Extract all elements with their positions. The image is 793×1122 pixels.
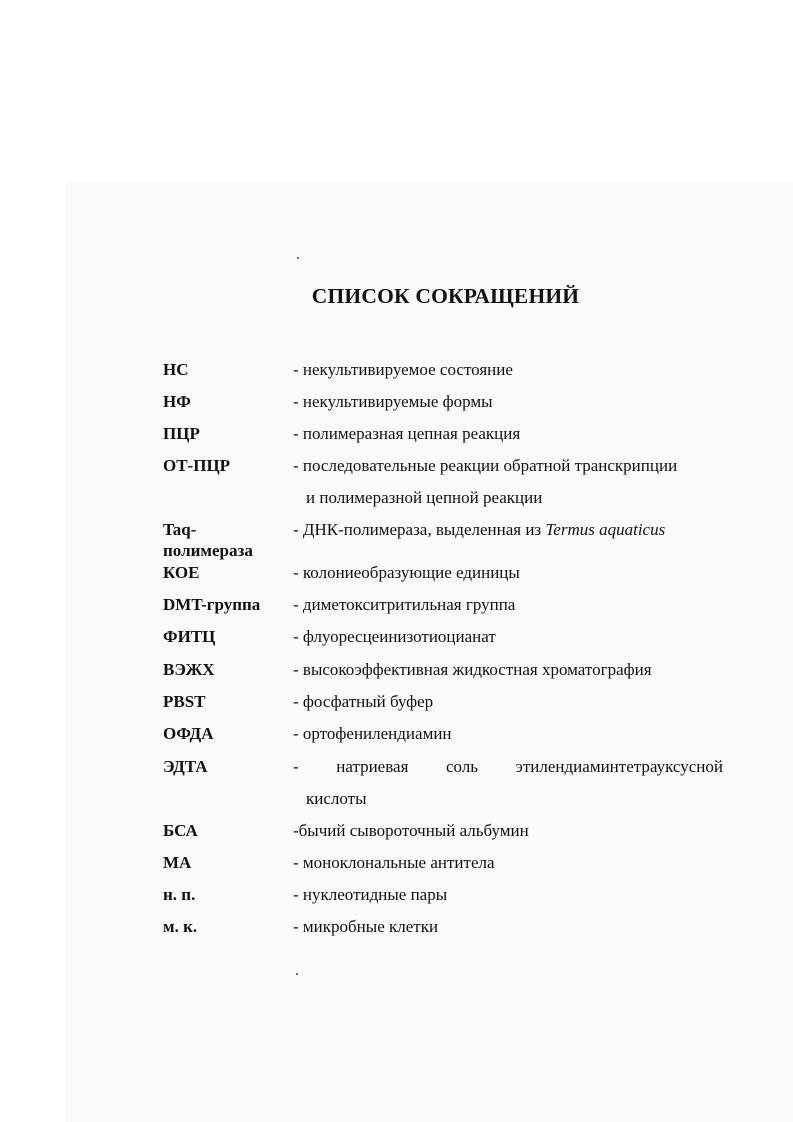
abbreviation-definition: - моноклональные антитела [293,853,495,872]
abbreviation-definition: - флуоресцеинизотиоцианат [293,627,496,646]
abbreviation-definition: - микробные клетки [293,917,439,936]
scanned-page-region [66,182,793,1122]
page-title: СПИСОК СОКРАЩЕНИЙ [311,284,580,308]
abbreviation-definition: - фосфатный буфер [293,692,434,711]
abbreviation-term: ФИТЦ [163,627,216,646]
abbreviation-term: ЭДТА [163,757,208,776]
abbreviation-definition: - высокоэффективная жидкостная хроматография [293,660,652,679]
abbreviation-term: МА [163,853,192,872]
abbreviation-definition [293,520,665,540]
abbreviation-term: DMT-группа [163,595,261,614]
abbreviation-term: Taq- [163,520,197,539]
abbreviation-term: PBST [163,692,206,711]
definition-text: - ДНК-полимераза, выделенная из [293,520,546,539]
abbreviation-term: ОФДА [163,724,214,743]
abbreviation-definition [293,757,723,777]
abbreviation-term: ОТ-ПЦР [163,456,231,475]
abbreviation-definition: -бычий сывороточный альбумин [293,821,529,840]
species-name: Termus aquaticus [545,520,666,539]
abbreviation-definition: - диметокситритильная группа [293,595,516,614]
scan-speck [296,973,298,975]
abbreviation-term: м. к. [163,917,198,936]
abbreviation-definition: - ортофенилендиамин [293,724,452,743]
definition-word: соль [445,757,479,776]
definition-word: этилендиаминтетрауксусной [515,757,723,776]
abbreviation-definition-continuation: кислоты [306,789,367,808]
abbreviation-term: ПЦР [163,424,200,443]
abbreviation-term: н. п. [163,885,196,904]
abbreviation-definition: - полимеразная цепная реакция [293,424,521,443]
abbreviation-definition-continuation: и полимеразной цепной реакции [306,488,543,507]
definition-word: - [293,757,299,776]
abbreviation-term: КОЕ [163,563,200,582]
abbreviation-term: НФ [163,392,191,411]
scan-speck [297,257,299,259]
abbreviation-definition: - последовательные реакции обратной транскрипции [293,456,678,475]
abbreviation-definition: - колониеобразующие единицы [293,563,520,582]
abbreviation-definition: - некультивируемое состояние [293,360,513,379]
abbreviation-term: НС [163,360,189,379]
abbreviation-term: ВЭЖХ [163,660,215,679]
abbreviation-definition: - нуклеотидные пары [293,885,448,904]
definition-word: натриевая [336,757,409,776]
abbreviation-term: БСА [163,821,198,840]
abbreviation-term-continuation: полимераза [163,541,253,560]
abbreviation-definition: - некультивируемые формы [293,392,493,411]
